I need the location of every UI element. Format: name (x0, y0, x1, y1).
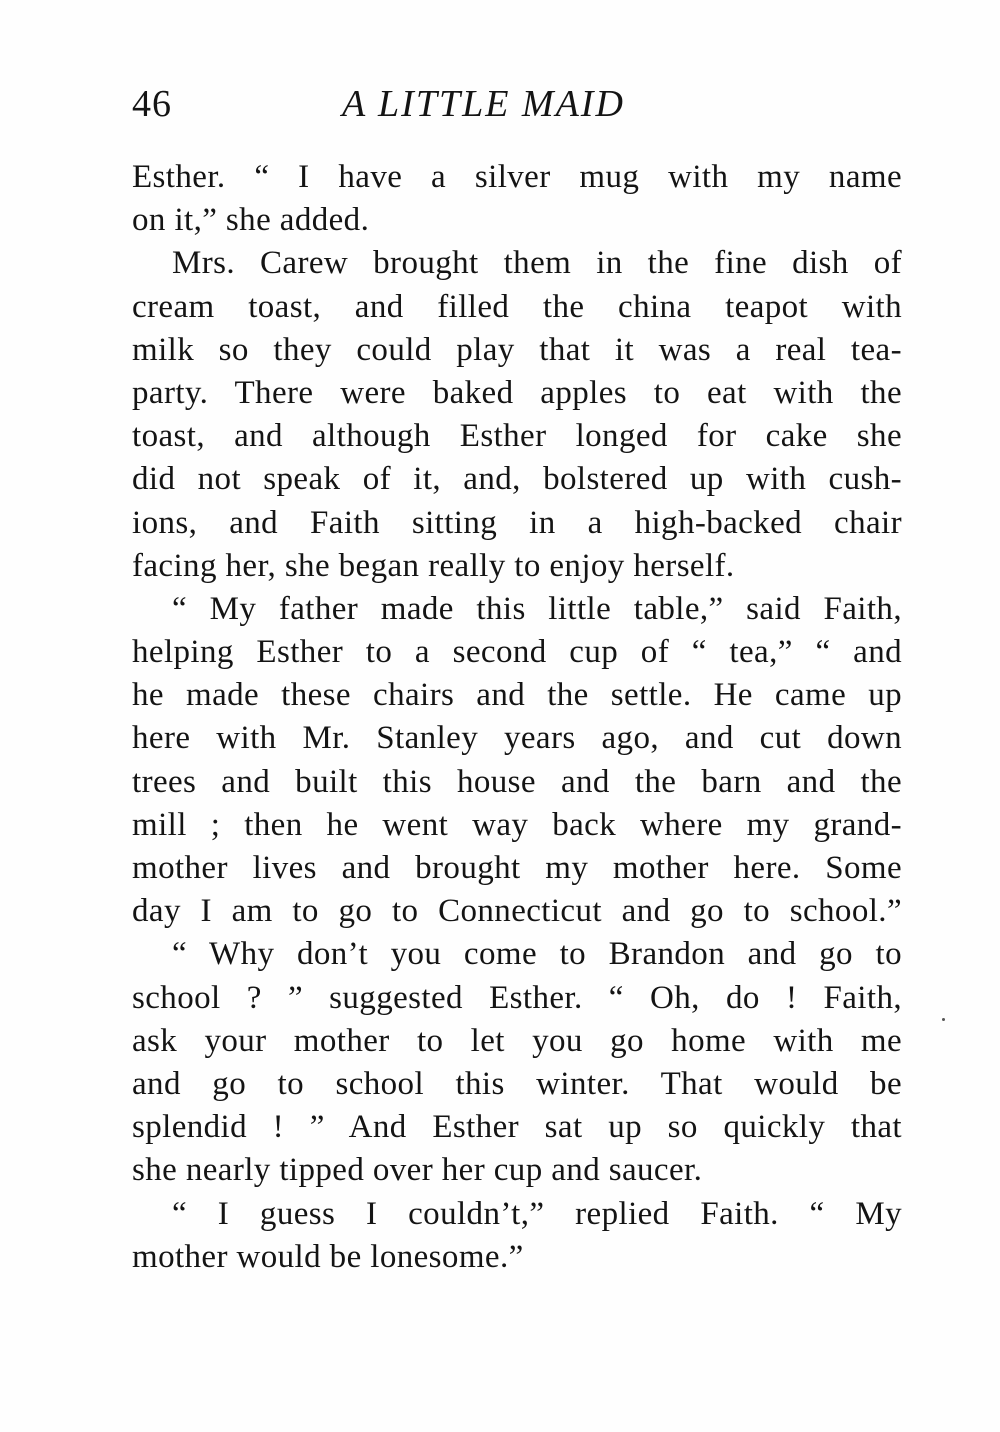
text-line: mother lives and brought my mother here. Some (132, 850, 902, 886)
text-line: ions, and Faith sitting in a high-backed chair (132, 504, 902, 541)
text-line: he made these chairs and the settle. He came up (132, 677, 902, 714)
text-line: facing her, she began really to enjoy herself. (132, 547, 735, 584)
text-line: did not speak of it, and, bolstered up with cush- (132, 461, 902, 498)
print-speck (942, 1018, 945, 1021)
text-line: “ Why don’t you come to Brandon and go to (172, 936, 902, 973)
text-line: she nearly tipped over her cup and saucer. (132, 1152, 703, 1189)
text-line: “ I guess I couldn’t,” replied Faith. “ My (172, 1195, 902, 1232)
text-line: milk so they could play that it was a real tea- (132, 331, 902, 368)
running-title: A LITTLE MAID (342, 83, 625, 125)
text-line: on it,” she added. (132, 202, 370, 239)
text-line: splendid ! ” And Esther sat up so quickly that (132, 1109, 902, 1146)
running-head (132, 82, 902, 132)
text-line: helping Esther to a second cup of “ tea,” “ and (132, 634, 902, 671)
text-line: Mrs. Carew brought them in the fine dish of (172, 245, 902, 282)
text-line: cream toast, and filled the china teapot with (132, 288, 902, 325)
text-line: ask your mother to let you go home with me (132, 1022, 902, 1059)
text-line: toast, and although Esther longed for cake she (132, 418, 902, 455)
text-line: here with Mr. Stanley years ago, and cut down (132, 720, 902, 757)
body-text (132, 156, 902, 1279)
text-line: day I am to go to Connecticut and go to school.” (132, 893, 902, 930)
text-line: party. There were baked apples to eat with the (132, 374, 902, 411)
text-line: mother would be lonesome.” (132, 1238, 524, 1275)
text-line: and go to school this winter. That would be (132, 1065, 902, 1102)
text-line: Esther. “ I have a silver mug with my name (132, 159, 902, 195)
text-line: school ? ” suggested Esther. “ Oh, do ! Faith, (132, 979, 902, 1016)
text-line: mill ; then he went way back where my grand- (132, 806, 902, 843)
text-line: trees and built this house and the barn and the (132, 763, 902, 800)
page-number: 46 (132, 83, 172, 125)
text-line: “ My father made this little table,” said Faith, (172, 590, 902, 627)
